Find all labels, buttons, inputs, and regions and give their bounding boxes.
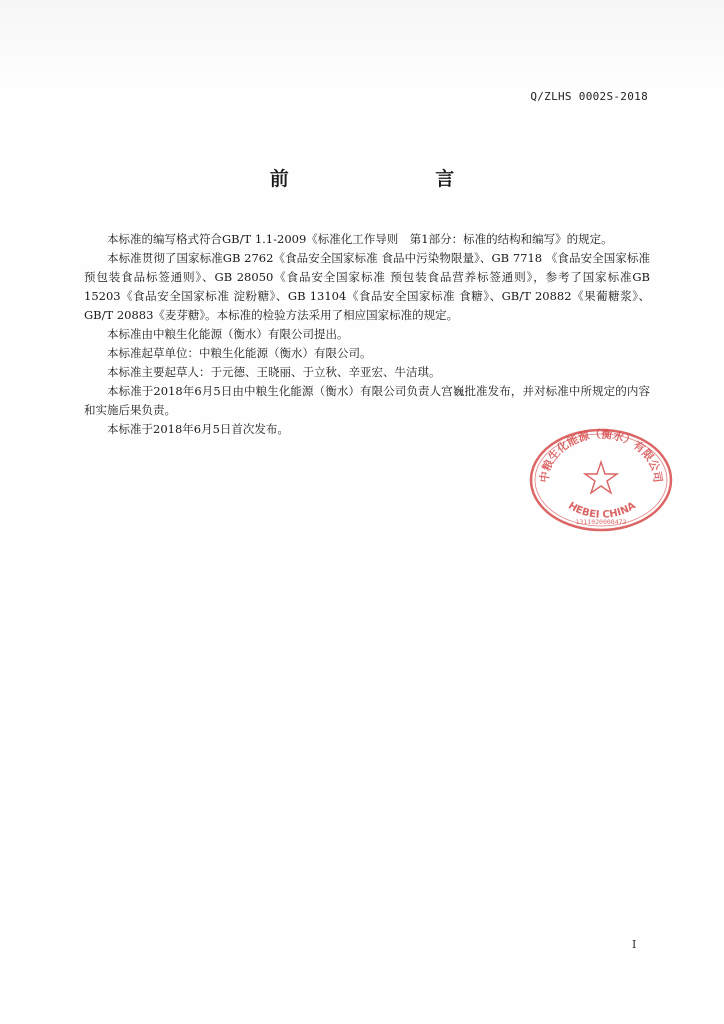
document-code: Q/ZLHS 0002S-2018 <box>530 90 648 103</box>
foreword-body <box>84 230 650 439</box>
paragraph-drafters: 本标准主要起草人：于元德、王晓丽、于立秋、辛亚宏、牛洁琪。 <box>107 365 441 379</box>
seal-company-text: 中粮生化能源（衡水）有限公司 <box>537 427 665 484</box>
paragraph-approval: 本标准于2018年6月5日由中粮生化能源（衡水）有限公司负责人宫巍批准发布，并对标准中所规定的内容和实施后果负责。 <box>84 384 650 417</box>
page-number: I <box>632 938 637 951</box>
company-seal <box>526 424 676 534</box>
page-title: 前 言 <box>269 168 525 190</box>
paragraph-references: 本标准贯彻了国家标准GB 2762《食品安全国家标准 食品中污染物限量》、GB 7718 《食品安全国家标准 预包装食品标签通则》、GB 28050《食品安全国家标准 预包装食品营养标签通则》，参考了国家标准GB 15203《食品安全国家标准 淀粉糖》、GB 13104《食品安全国家标准 食糖》、GB/T 20882《果葡糖浆》、GB/T 20883《麦芽糖》。本标准的检验方法采用了相应国家标准的规定。 <box>84 251 650 322</box>
paragraph-first-release: 本标准于2018年6月5日首次发布。 <box>107 422 289 436</box>
seal-number: 1311020008472 <box>575 518 627 526</box>
seal-bottom-text: HEBEI CHINA <box>566 500 638 521</box>
paragraph-drafting-unit: 本标准起草单位：中粮生化能源（衡水）有限公司。 <box>107 346 372 360</box>
svg-text:中粮生化能源（衡水）有限公司 <box>537 427 666 483</box>
paragraph-proposer: 本标准由中粮生化能源（衡水）有限公司提出。 <box>107 327 349 341</box>
scan-shading <box>0 0 724 90</box>
star-icon <box>585 462 617 493</box>
paragraph-format: 本标准的编写格式符合GB/T 1.1-2009《标准化工作导则 第1部分：标准的结构和编写》的规定。 <box>107 232 613 246</box>
